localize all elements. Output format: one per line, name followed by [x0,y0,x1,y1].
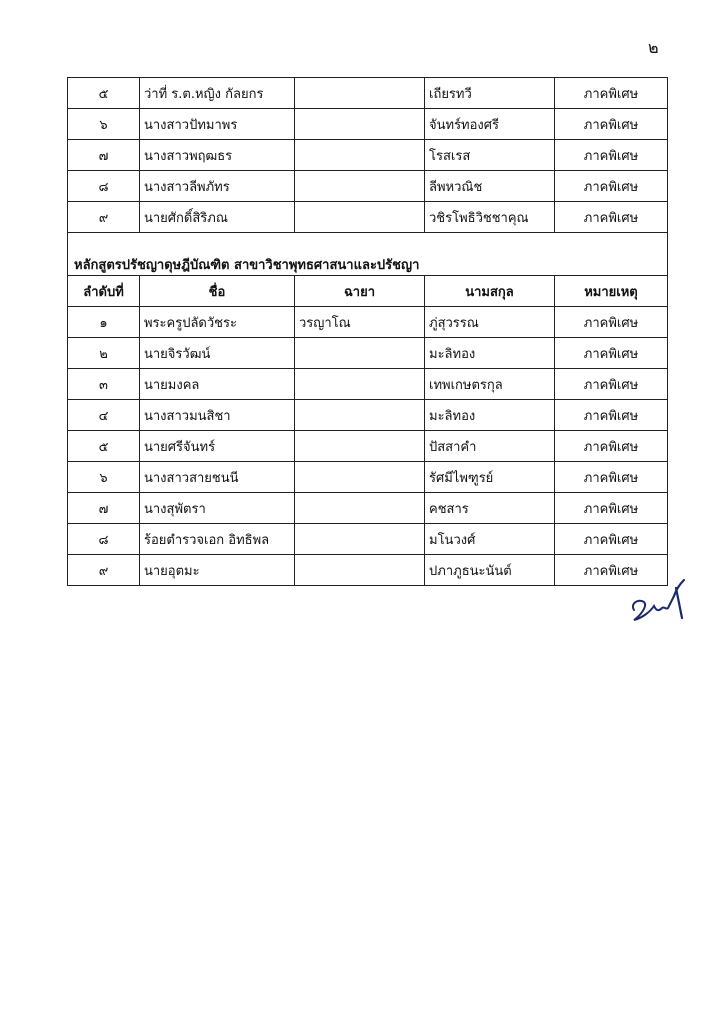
order-cell: ๗ [68,140,140,171]
table-row [68,78,668,109]
header-alias: ฉายา [295,276,425,307]
name-cell: ว่าที่ ร.ต.หญิง กัลยกร [140,78,295,109]
order-cell: ๘ [68,171,140,202]
table-row [68,462,668,493]
surname-cell: ภู่สุวรรณ [425,307,555,338]
surname-cell: เทพเกษตรกุล [425,369,555,400]
surname-cell: จันทร์ทองศรี [425,109,555,140]
alias-cell [295,140,425,171]
table-row [68,555,668,586]
table-row [68,171,668,202]
alias-cell [295,78,425,109]
table-header-row [68,276,668,307]
order-cell: ๔ [68,400,140,431]
name-cell: ร้อยตำรวจเอก อิทธิพล [140,524,295,555]
alias-cell [295,171,425,202]
alias-cell [295,524,425,555]
surname-cell: วชิรโพธิวิชชาคุณ [425,202,555,233]
order-cell: ๖ [68,109,140,140]
alias-cell: วรญาโณ [295,307,425,338]
surname-cell: เถียรทวี [425,78,555,109]
alias-cell [295,202,425,233]
alias-cell [295,369,425,400]
alias-cell [295,431,425,462]
surname-cell: รัศมีไพฑูรย์ [425,462,555,493]
remark-cell: ภาคพิเศษ [555,78,668,109]
surname-cell: ปัสสาคำ [425,431,555,462]
section-title: หลักสูตรปรัชญาดุษฎีบัณฑิต สาขาวิชาพุทธศาสนาและปรัชญา [68,233,668,276]
page-number: ๒ [648,38,659,57]
order-cell: ๙ [68,202,140,233]
table-row [68,431,668,462]
name-cell: นางสาวลีพภัทร [140,171,295,202]
name-cell: นายมงคล [140,369,295,400]
name-cell: นายศักดิ์สิริภณ [140,202,295,233]
name-cell: นายจิรวัฒน์ [140,338,295,369]
remark-cell: ภาคพิเศษ [555,140,668,171]
table-row [68,202,668,233]
order-cell: ๘ [68,524,140,555]
signature-stroke [633,596,674,620]
name-cell: พระครูปลัดวัชระ [140,307,295,338]
alias-cell [295,555,425,586]
header-name: ชื่อ [140,276,295,307]
remark-cell: ภาคพิเศษ [555,493,668,524]
remark-cell: ภาคพิเศษ [555,462,668,493]
remark-cell: ภาคพิเศษ [555,400,668,431]
alias-cell [295,493,425,524]
table-row [68,524,668,555]
table-row [68,493,668,524]
surname-cell: ปภาภูธนะนันต์ [425,555,555,586]
table-row [68,140,668,171]
order-cell: ๖ [68,462,140,493]
table-row [68,400,668,431]
header-order: ลำดับที่ [68,276,140,307]
name-cell: นางสาวสายชนนี [140,462,295,493]
surname-cell: มะลิทอง [425,338,555,369]
order-cell: ๙ [68,555,140,586]
surname-cell: มโนวงศ์ [425,524,555,555]
order-cell: ๒ [68,338,140,369]
surname-cell: มะลิทอง [425,400,555,431]
alias-cell [295,338,425,369]
order-cell: ๗ [68,493,140,524]
remark-cell: ภาคพิเศษ [555,171,668,202]
alias-cell [295,462,425,493]
student-roster-table [67,77,668,586]
name-cell: นางสาวพฤฒธร [140,140,295,171]
header-remark: หมายเหตุ [555,276,668,307]
remark-cell: ภาคพิเศษ [555,431,668,462]
signature-stroke [674,580,684,618]
table-row [68,369,668,400]
name-cell: นางสาวปัทมาพร [140,109,295,140]
order-cell: ๑ [68,307,140,338]
alias-cell [295,400,425,431]
header-surname: นามสกุล [425,276,555,307]
surname-cell: คชสาร [425,493,555,524]
name-cell: นายอุตมะ [140,555,295,586]
section-title-row [68,233,668,276]
remark-cell: ภาคพิเศษ [555,555,668,586]
surname-cell: ลีพหวณิช [425,171,555,202]
remark-cell: ภาคพิเศษ [555,307,668,338]
table-row [68,338,668,369]
name-cell: นายศรีจันทร์ [140,431,295,462]
remark-cell: ภาคพิเศษ [555,202,668,233]
order-cell: ๓ [68,369,140,400]
name-cell: นางสุพัตรา [140,493,295,524]
table-row [68,109,668,140]
remark-cell: ภาคพิเศษ [555,109,668,140]
remark-cell: ภาคพิเศษ [555,338,668,369]
order-cell: ๕ [68,78,140,109]
alias-cell [295,109,425,140]
remark-cell: ภาคพิเศษ [555,369,668,400]
name-cell: นางสาวมนสิชา [140,400,295,431]
surname-cell: โรสเรส [425,140,555,171]
order-cell: ๕ [68,431,140,462]
remark-cell: ภาคพิเศษ [555,524,668,555]
handwritten-signature [628,576,690,626]
table-row [68,307,668,338]
